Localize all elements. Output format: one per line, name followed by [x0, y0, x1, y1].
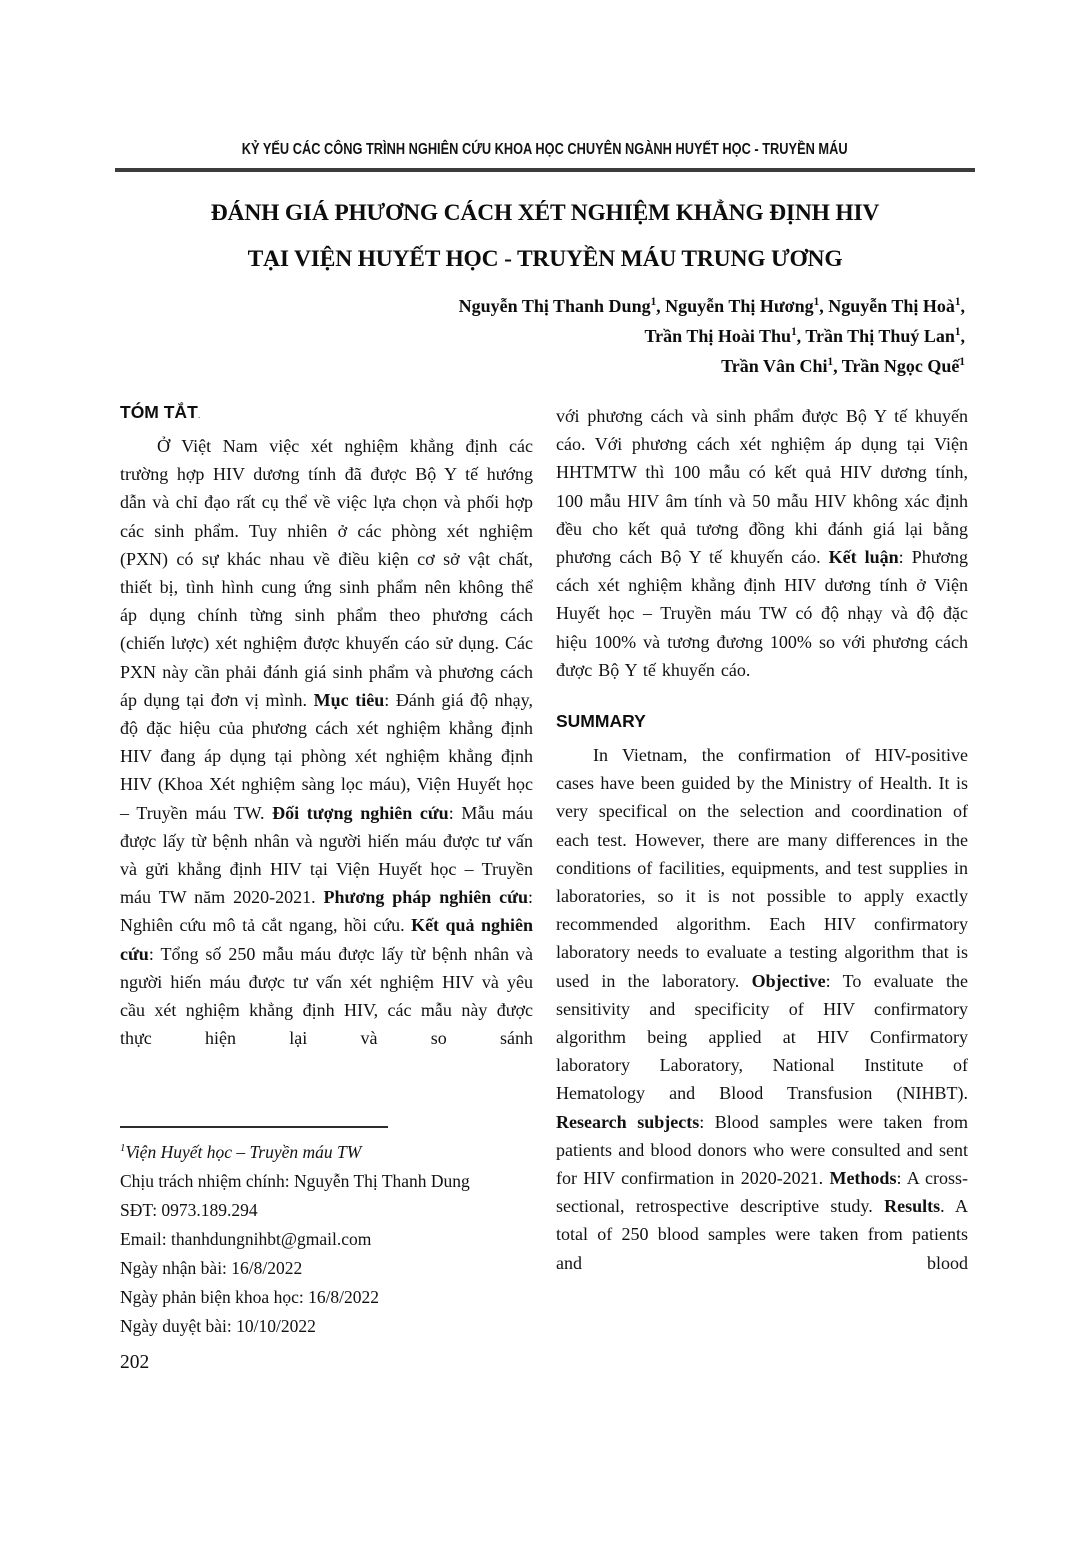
header-rule [115, 168, 975, 172]
author-line: Trần Vân Chi$^1$, Trần Ngọc Quế$^1$ [721, 356, 965, 376]
footnote-email: Email: thanhdungnihbt@gmail.com [120, 1229, 372, 1249]
author-line: Nguyễn Thị Thanh Dung$^1$, Nguyễn Thị Hương$^1$, Nguyễn Thị Hoà$^1$, [458, 296, 965, 316]
author-list [120, 291, 965, 381]
right-column [556, 402, 968, 1277]
abstract-heading-text: TÓM TẮT [120, 402, 198, 422]
footnote-review-date: Ngày phản biện khoa học: 16/8/2022 [120, 1287, 380, 1307]
author-line: Trần Thị Hoài Thu$^1$, Trần Thị Thuý Lan$^1$, [644, 326, 965, 346]
page-number: 202 [120, 1352, 150, 1373]
footnote-accepted-date: Ngày duyệt bài: 10/10/2022 [120, 1316, 316, 1336]
running-head-text: KỶ YẾU CÁC CÔNG TRÌNH NGHIÊN CỨU KHOA HỌC CHUYÊN NGÀNH HUYẾT HỌC - TRUYỀN MÁU [242, 141, 848, 158]
footnote-affiliation: $^1$Viện Huyết học – Truyền máu TW [120, 1142, 362, 1162]
running-head [115, 141, 975, 159]
footnote-rule [120, 1126, 388, 1128]
summary-heading: SUMMARY [556, 711, 646, 732]
footnote-phone: SĐT: 0973.189.294 [120, 1200, 258, 1220]
left-column [120, 402, 533, 1052]
summary-paragraph: In Vietnam, the confirmation of HIV-positive cases have been guided by the Ministry of Health. It is very specifical on the selection and coordination of each test. However, there are many differences in the conditions of facilities, equipments, and test supplies in laboratories, so it is not possible to apply exactly recommended algorithm. Each HIV confirmatory laboratory needs to evaluate a testing algorithm that is used in the laboratory. Objective: To evaluate the sensitivity and specificity of HIV confirmatory algorithm being applied at HIV Confirmatory laboratory Laboratory, National Institute of Hematology and Blood Transfusion (NIHBT). Research subjects: Blood samples were taken from patients and blood donors who were consulted and sent for HIV confirmation in 2020-2021. Methods: A cross-sectional, retrospective descriptive study. Results. A total of 250 blood samples were taken from patients and blood [556, 745, 968, 1273]
article-title-line-2: TẠI VIỆN HUYẾT HỌC - TRUYỀN MÁU TRUNG ƯƠNG [247, 246, 843, 272]
article-title-line-1: ĐÁNH GIÁ PHƯƠNG CÁCH XÉT NGHIỆM KHẲNG ĐỊNH HIV [210, 200, 880, 226]
footnote-corresponding-author: Chịu trách nhiệm chính: Nguyễn Thị Thanh Dung [120, 1171, 470, 1191]
article-title [65, 190, 1025, 282]
abstract-heading [120, 402, 533, 423]
abstract-paragraph: Ở Việt Nam việc xét nghiệm khẳng định các trường hợp HIV dương tính đã được Bộ Y tế hướng dẫn và chỉ đạo rất cụ thể về việc lựa chọn và phối hợp các sinh phẩm. Tuy nhiên ở các phòng xét nghiệm (PXN) có sự khác nhau về điều kiện cơ sở vật chất, thiết bị, tình hình cung ứng sinh phẩm nên không thể áp dụng chính từng sinh phẩm theo phương cách (chiến lược) xét nghiệm được khuyến cáo sử dụng. Các PXN này cần phải đánh giá sinh phẩm và phương cách áp dụng tại đơn vị mình. Mục tiêu: Đánh giá độ nhạy, độ đặc hiệu của phương cách xét nghiệm khẳng định HIV đang áp dụng tại phòng xét nghiệm khẳng định HIV (Khoa Xét nghiệm sàng lọc máu), Viện Huyết học – Truyền máu TW. Đối tượng nghiên cứu: Mẫu máu được lấy từ bệnh nhân và người hiến máu được tư vấn và gửi khẳng định HIV tại Viện Huyết học – Truyền máu TW năm 2020-2021. Phương pháp nghiên cứu: Nghiên cứu mô tả cắt ngang, hồi cứu. Kết quả nghiên cứu: Tổng số 250 mẫu máu được lấy từ bệnh nhân và người hiến máu được tư vấn xét nghiệm HIV và yêu cầu xét nghiệm khẳng định HIV, các mẫu này được thực hiện lại và so sánh [120, 436, 533, 1049]
footnote-received-date: Ngày nhận bài: 16/8/2022 [120, 1258, 303, 1278]
abstract-continuation-paragraph: với phương cách và sinh phẩm được Bộ Y tế khuyến cáo. Với phương cách xét nghiệm áp dụng tại Viện HHTMTW thì 100 mẫu có kết quả HIV dương tính, 100 mẫu HIV âm tính và 50 mẫu HIV không xác định đều cho kết quả tương đồng khi đánh giá lại bằng phương cách Bộ Y tế khuyến cáo. Kết luận: Phương cách xét nghiệm khẳng định HIV dương tính ở Viện Huyết học – Truyền máu TW có độ nhạy và độ đặc hiệu 100% và tương đương 100% so với phương cách được Bộ Y tế khuyến cáo. [556, 406, 968, 680]
abstract-heading-mark: . [197, 410, 201, 421]
footnote-block [120, 1112, 545, 1341]
